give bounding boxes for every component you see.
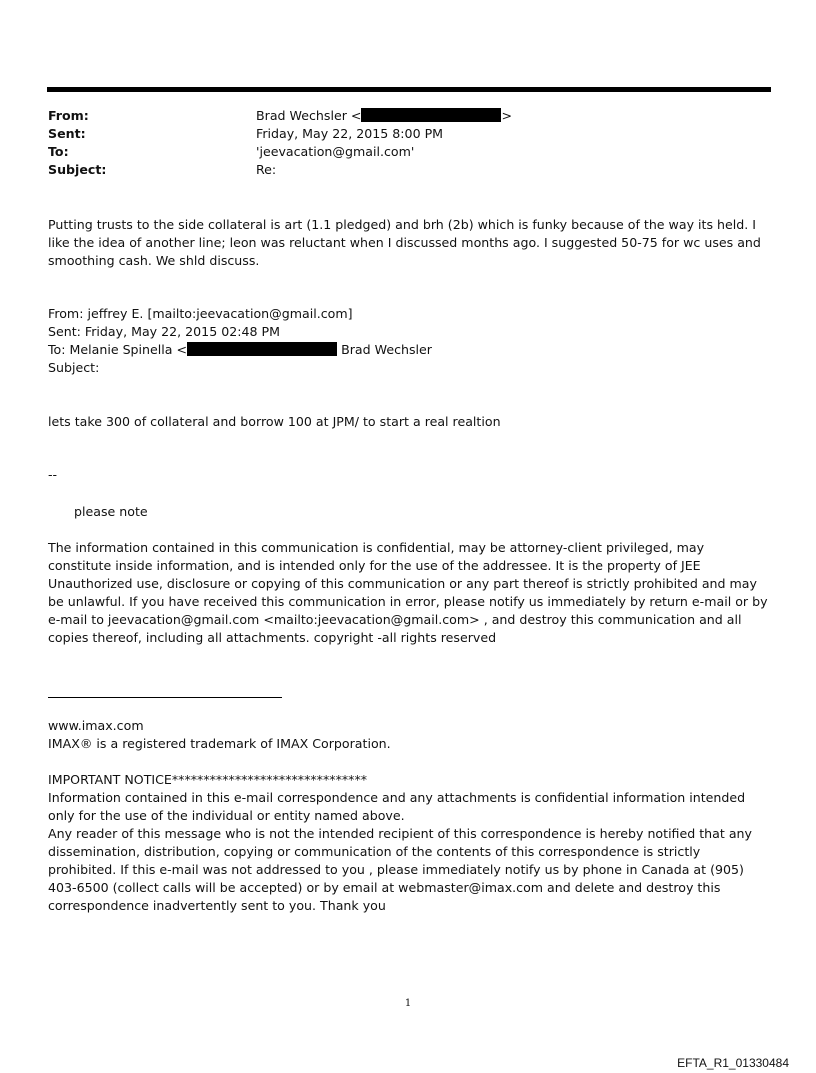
notice-paragraph-1: Information contained in this e-mail correspondence and any attachments is confidential information intended only for the use of the individual or entity named above. — [48, 790, 746, 823]
from-name: Brad Wechsler < — [256, 108, 362, 123]
imax-block — [48, 717, 770, 753]
quoted-to — [48, 341, 770, 359]
signature-note — [48, 503, 770, 521]
email-header — [48, 107, 768, 179]
from-row — [48, 107, 768, 125]
signature-dashes — [48, 466, 770, 484]
disclaimer-text: The information contained in this communication is confidential, may be attorney-client privileged, may constitute inside information, and is intended only for the use of the addressee. It is the property of JEE Unauthorized use, disclosure or copying of this communication or any part thereof is strictly prohibited and may be unlawful. If you have received this communication in error, please notify us immediately by return e-mail or by e-mail to jeevacation@gmail.com <mailto:jeevacation@gmail.com> , and destroy this communication and all copies thereof, including all attachments. copyright -all rights reserved — [48, 540, 768, 645]
disclaimer — [48, 539, 770, 647]
subject-label: Subject: — [48, 162, 107, 177]
signature-separator — [48, 697, 282, 698]
reply-text: Putting trusts to the side collateral is art (1.1 pledged) and brh (2b) which is funky because of the way its held. I like the idea of another line; leon was reluctant when I discussed months ago. I suggested 50-75 for wc uses and smoothing cash. We shld discuss. — [48, 217, 761, 268]
sent-row — [48, 125, 768, 143]
subject-value: Re: — [256, 162, 277, 177]
quoted-sent: Sent: Friday, May 22, 2015 02:48 PM — [48, 324, 280, 339]
please-note: please note — [74, 504, 148, 519]
quoted-header — [48, 305, 770, 377]
to-value: 'jeevacation@gmail.com' — [256, 144, 415, 159]
sent-value: Friday, May 22, 2015 8:00 PM — [256, 126, 444, 141]
redaction-bar — [361, 108, 501, 122]
dashes: -- — [48, 467, 58, 482]
to-row — [48, 143, 768, 161]
imax-website: www.imax.com — [48, 718, 144, 733]
imax-trademark: IMAX® is a registered trademark of IMAX Corporation. — [48, 736, 391, 751]
subject-row — [48, 161, 768, 179]
from-tail: > — [501, 108, 513, 123]
page-number: 1 — [404, 998, 412, 1009]
reply-body — [48, 216, 770, 270]
notice-title: IMPORTANT NOTICE******************************* — [48, 772, 368, 787]
quoted-to-prefix: To: Melanie Spinella < — [48, 342, 188, 357]
quoted-from: From: jeffrey E. [mailto:jeevacation@gmail.com] — [48, 306, 353, 321]
quoted-to-suffix: Brad Wechsler — [341, 342, 432, 357]
to-label: To: — [48, 144, 69, 159]
imax-notice — [48, 771, 770, 915]
quoted-body-text: lets take 300 of collateral and borrow 100 at JPM/ to start a real realtion — [48, 414, 501, 429]
from-value — [256, 107, 768, 125]
bates-number: EFTA_R1_01330484 — [677, 1056, 789, 1070]
quoted-subject: Subject: — [48, 360, 100, 375]
redaction-bar — [187, 342, 337, 356]
quoted-body — [48, 413, 770, 431]
header-rule — [47, 87, 771, 92]
sent-label: Sent: — [48, 126, 86, 141]
notice-paragraph-2: Any reader of this message who is not the intended recipient of this correspondence is hereby notified that any dissemination, distribution, copying or communication of the contents of this correspondence is strictly prohibited. If this e-mail was not addressed to you , please immediately notify us by phone in Canada at (905) 403-6500 (collect calls will be accepted) or by email at webmaster@imax.com and delete and destroy this correspondence inadvertently sent to you. Thank you — [48, 826, 752, 913]
from-label: From: — [48, 108, 89, 123]
